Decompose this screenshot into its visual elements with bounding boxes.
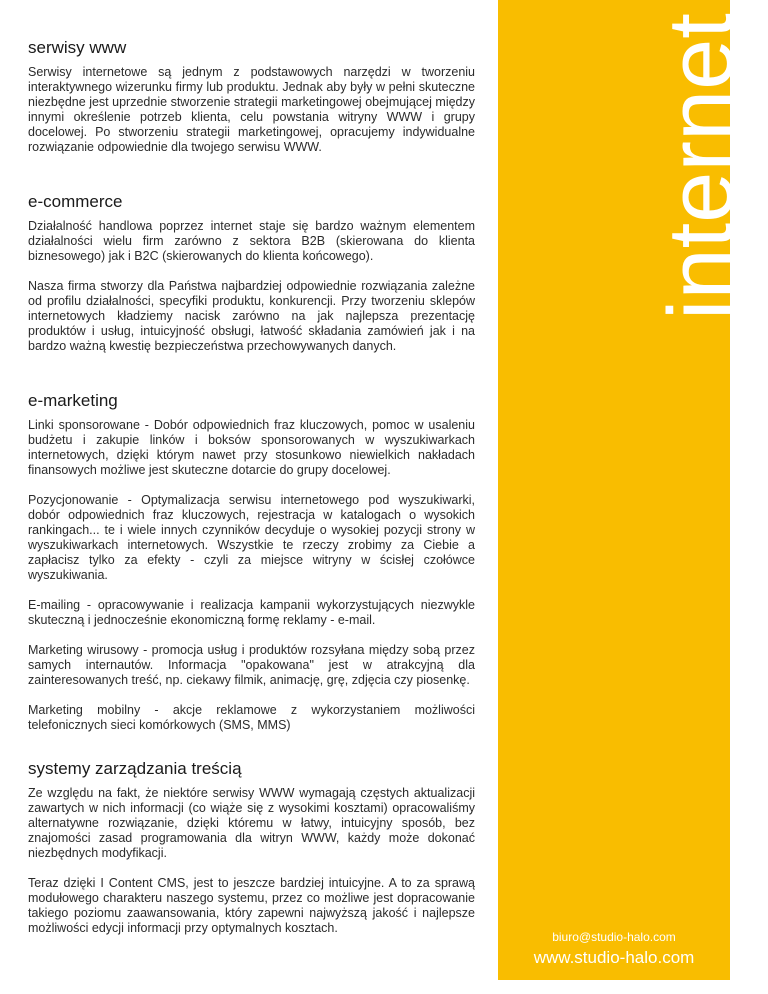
vertical-title-internet: internet bbox=[650, 13, 752, 320]
section-title: e-commerce bbox=[28, 192, 123, 211]
contact-email[interactable]: biuro@studio-halo.com bbox=[552, 930, 676, 944]
section-paragraph: Działalność handlowa poprzez internet staje się bardzo ważnym elementem działalności wielu firm zarówno z sektora B2B (skierowana do klienta biznesowego) jak i B2C (skierowanych do klienta końcowego). bbox=[28, 219, 475, 263]
section-systemy-zarzadzania-trescia bbox=[28, 759, 475, 951]
section-paragraph: Pozycjonowanie - Optymalizacja serwisu internetowego pod wyszukiwarki, dobór odpowiednich fraz kluczowych, rejestracja w katalogach o wysokich rankingach... te i wiele innych czynników decyduje o wysokiej pozycji strony w wyszukiwarkach internetowych. Wszystkie te rzeczy zrobimy za Ciebie a zapłacisz tylko za efekty - czyli za miejsce witryny w ścisłej czołówce wyszukiwania. bbox=[28, 493, 475, 582]
section-paragraph: Marketing wirusowy - promocja usług i produktów rozsyłana między sobą przez samych internautów. Informacja "opakowana" jest w atrakcyjną dla zainteresowanych treść, np. ciekawy filmik, animację, grę, zdjęcia czy piosenkę. bbox=[28, 643, 475, 687]
section-e-commerce bbox=[28, 192, 475, 369]
section-title: serwisy www bbox=[28, 38, 127, 57]
section-paragraph: Ze względu na fakt, że niektóre serwisy WWW wymagają częstych aktualizacji zawartych w nich informacji (co wiąże się z wysokimi kosztami) opracowaliśmy alternatywne rozwiązanie, dzięki któremu w łatwy, intuicyjny sposób, bez znajomości zasad programowania dla witryn WWW, każdy może dokonać niezbędnych modyfikacji. bbox=[28, 786, 475, 860]
section-serwisy-www bbox=[28, 38, 475, 170]
section-paragraph: Serwisy internetowe są jednym z podstawowych narzędzi w tworzeniu interaktywnego wizerunku firmy lub produktu. Jednak aby były w pełni skuteczne niezbędne jest uprzednie stworzenie strategii marketingowej obejmującej między innymi określenie potrzeb klienta, celu powstania witryny WWW i grupy docelowej. Po stworzeniu strategii marketingowej, opracujemy indywidualne rozwiązanie odpowiednie dla twojego serwisu WWW. bbox=[28, 65, 475, 154]
section-paragraph: E-mailing - opracowywanie i realizacja kampanii wykorzystujących niezwykle skuteczną i jednocześnie ekonomiczną formę reklamy - e-mail. bbox=[28, 598, 475, 627]
section-e-marketing bbox=[28, 391, 475, 748]
section-title: systemy zarządzania treścią bbox=[28, 759, 242, 778]
contact-website[interactable]: www.studio-halo.com bbox=[533, 948, 695, 967]
section-paragraph: Marketing mobilny - akcje reklamowe z wykorzystaniem możliwości telefonicznych sieci komórkowych (SMS, MMS) bbox=[28, 703, 475, 732]
section-title: e-marketing bbox=[28, 391, 118, 410]
section-paragraph: Nasza firma stworzy dla Państwa najbardziej odpowiednie rozwiązania zależne od profilu działalności, specyfiki produktu, konkurencji. Przy tworzeniu sklepów internetowych kładziemy nacisk zarówno na jak najlepsza prezentację produktów i usług, intuicyjność obsługi, łatwość składania zamówień jak i na bardzo ważną kwestię bezpieczeństwa przechowywanych danych. bbox=[28, 279, 475, 353]
section-paragraph: Linki sponsorowane - Dobór odpowiednich fraz kluczowych, pomoc w usaleniu budżetu i zakupie linków i boksów sponsorowanych w wyszukiwarkach internetowych, dzięki którym nawet przy stosunkowo niewielkich nakładach finansowych możliwe jest skuteczne dotarcie do grupy docelowej. bbox=[28, 418, 475, 477]
section-paragraph: Teraz dzięki I Content CMS, jest to jeszcze bardziej intuicyjne. A to za sprawą modułowego charakteru naszego systemu, przez co możliwe jest dopracowanie takiego poziomu zaawansowania, który zapewni najwyższą jakość i najlepsze możliwości edycji informacji przy optymalnych kosztach. bbox=[28, 876, 475, 935]
